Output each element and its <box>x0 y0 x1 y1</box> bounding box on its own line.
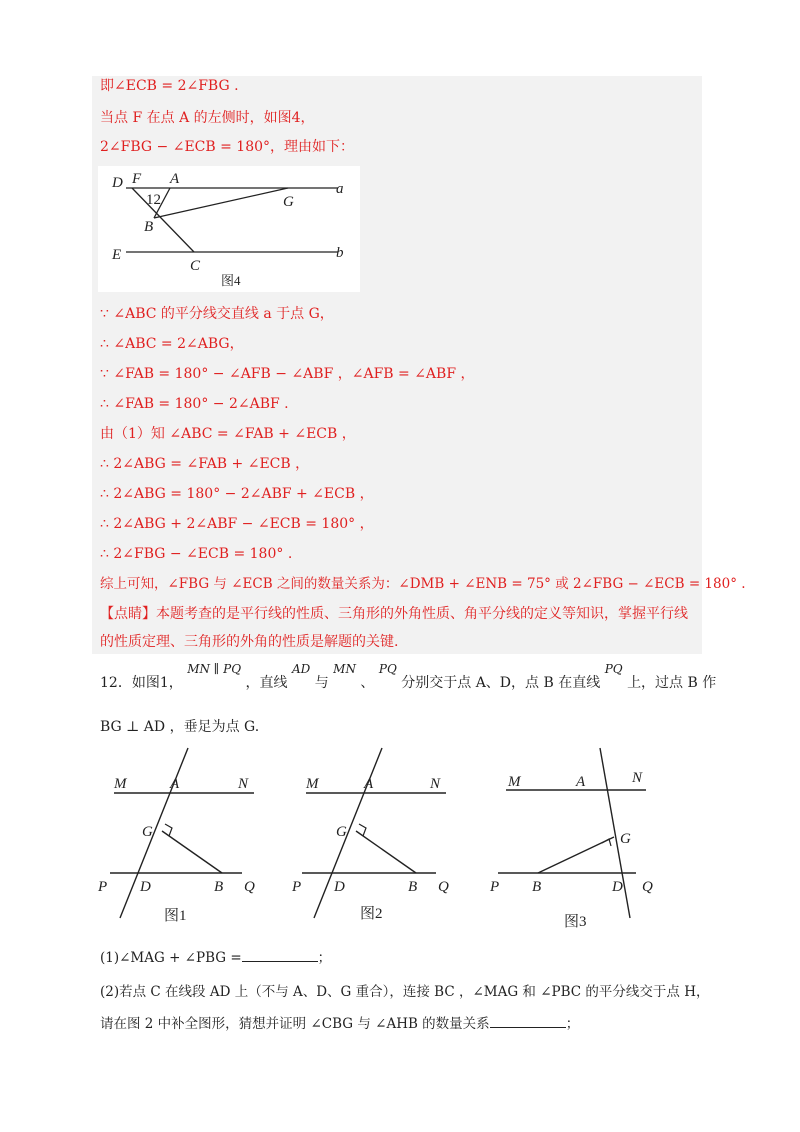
fig4-label-angles: 12 <box>146 192 161 208</box>
math-mn-parallel-pq: MN ∥ PQ <box>187 662 242 676</box>
math-ad: AD <box>291 662 311 676</box>
question-12-line-2: BG ⊥ AD ，垂足为点 G. <box>100 719 260 735</box>
fig3-label-n: N <box>632 770 643 786</box>
fig4-label-g: G <box>283 194 294 210</box>
part-2-line-1: (2)若点 C 在线段 AD 上（不与 A、D、G 重合），连接 BC ，∠MAG 和 ∠PBC 的平分线交于点 H， <box>100 984 710 1000</box>
fig2-label-d: D <box>334 879 345 895</box>
fig3-label-m: M <box>508 774 521 790</box>
fig2-label-g: G <box>336 824 347 840</box>
fig3-label-a: A <box>576 774 586 790</box>
solution-conclusion: 综上可知，∠FBG 与 ∠ECB 之间的数量关系为：∠DMB + ∠ENB = 75° 或 2∠FBG − ∠ECB = 180° . <box>100 576 746 592</box>
solution-line-4: ∵ ∠ABC 的平分线交直线 a 于点 G， <box>100 306 334 322</box>
solution-line-9: ∴ 2∠ABG = ∠FAB + ∠ECB ， <box>100 456 310 472</box>
math-mn: MN <box>333 662 356 676</box>
question-number: 12．如图1， <box>100 675 183 691</box>
solution-line-8: 由（1）知 ∠ABC = ∠FAB + ∠ECB ， <box>100 426 356 442</box>
fig1-label-d: D <box>140 879 151 895</box>
question-text-1: ，直线 <box>245 675 288 691</box>
figures-row <box>90 740 710 940</box>
fig4-label-c: C <box>190 258 201 274</box>
fig4-caption: 图4 <box>221 273 241 288</box>
fig4-label-e: E <box>112 247 122 263</box>
fig1-label-g: G <box>142 824 153 840</box>
solution-line-5: ∴ ∠ABC = 2∠ABG， <box>100 336 244 352</box>
fig4-label-d: D <box>112 175 123 191</box>
question-text-3: 、 <box>360 675 375 691</box>
fig1-label-m: M <box>114 776 127 792</box>
fig2-label-a: A <box>364 776 374 792</box>
fig1-label-n: N <box>238 776 249 792</box>
solution-line-6: ∵ ∠FAB = 180° − ∠AFB − ∠ABF ，∠AFB = ∠ABF ， <box>100 366 475 382</box>
fig1-caption: 图1 <box>164 908 187 924</box>
figure-3 <box>489 748 653 930</box>
figures-diagram <box>90 740 710 940</box>
part-1-end: ； <box>317 950 332 966</box>
question-text-4: 分别交于点 A、D，点 B 在直线 <box>401 675 601 691</box>
fig1-label-b: B <box>214 879 224 895</box>
fig1-label-p: P <box>98 879 108 895</box>
part-2-answer-blank[interactable] <box>490 1013 566 1028</box>
fig3-label-g: G <box>620 831 631 847</box>
fig3-label-q: Q <box>642 879 653 895</box>
fig3-label-p: P <box>490 879 500 895</box>
solution-line-12: ∴ 2∠FBG − ∠ECB = 180° . <box>100 546 293 562</box>
part-1 <box>100 946 331 966</box>
fig3-caption: 图3 <box>564 914 587 930</box>
solution-line-2: 当点 F 在点 A 的左侧时，如图4， <box>100 110 315 126</box>
fig2-label-q: Q <box>438 879 449 895</box>
figure-2 <box>291 748 449 922</box>
solution-line-1: 即∠ECB = 2∠FBG . <box>100 78 239 94</box>
solution-line-7: ∴ ∠FAB = 180° − 2∠ABF . <box>100 396 289 412</box>
part-2-line-2 <box>100 1012 579 1032</box>
comment-line-2: 的性质定理、三角形的外角的性质是解题的关键. <box>100 634 399 650</box>
solution-line-3: 2∠FBG − ∠ECB = 180°，理由如下： <box>100 139 355 155</box>
fig1-label-a: A <box>170 776 180 792</box>
question-text-2: 与 <box>314 675 329 691</box>
fig2-caption: 图2 <box>360 906 383 922</box>
part-2-text: 请在图 2 中补全图形，猜想并证明 ∠CBG 与 ∠AHB 的数量关系 <box>100 1016 490 1032</box>
part-1-text: (1)∠MAG + ∠PBG = <box>100 950 242 966</box>
math-pq-2: PQ <box>604 662 623 676</box>
figure-4 <box>98 166 360 292</box>
part-1-answer-blank[interactable] <box>242 947 318 962</box>
fig1-label-q: Q <box>244 879 255 895</box>
fig4-label-line-a: a <box>336 181 344 197</box>
fig4-label-line-b: b <box>336 245 344 261</box>
question-text-5: 上，过点 B 作 <box>627 675 717 691</box>
fig4-label-a: A <box>170 171 180 187</box>
fig2-label-m: M <box>306 776 319 792</box>
fig3-label-b: B <box>532 879 542 895</box>
question-12-line-1 <box>100 662 717 692</box>
math-pq: PQ <box>378 662 397 676</box>
fig2-label-p: P <box>292 879 302 895</box>
fig2-label-b: B <box>408 879 418 895</box>
fig4-label-f: F <box>132 171 142 187</box>
solution-line-10: ∴ 2∠ABG = 180° − 2∠ABF + ∠ECB ， <box>100 486 374 502</box>
fig4-label-b: B <box>144 219 154 235</box>
part-2-end: ； <box>565 1016 580 1032</box>
fig2-label-n: N <box>430 776 441 792</box>
comment-line-1: 【点睛】本题考查的是平行线的性质、三角形的外角性质、角平分线的定义等知识，掌握平行线 <box>100 606 688 622</box>
fig3-label-d: D <box>612 879 623 895</box>
figure-4-diagram <box>98 166 360 292</box>
solution-line-11: ∴ 2∠ABG + 2∠ABF − ∠ECB = 180° ， <box>100 516 374 532</box>
figure-1 <box>97 748 255 924</box>
